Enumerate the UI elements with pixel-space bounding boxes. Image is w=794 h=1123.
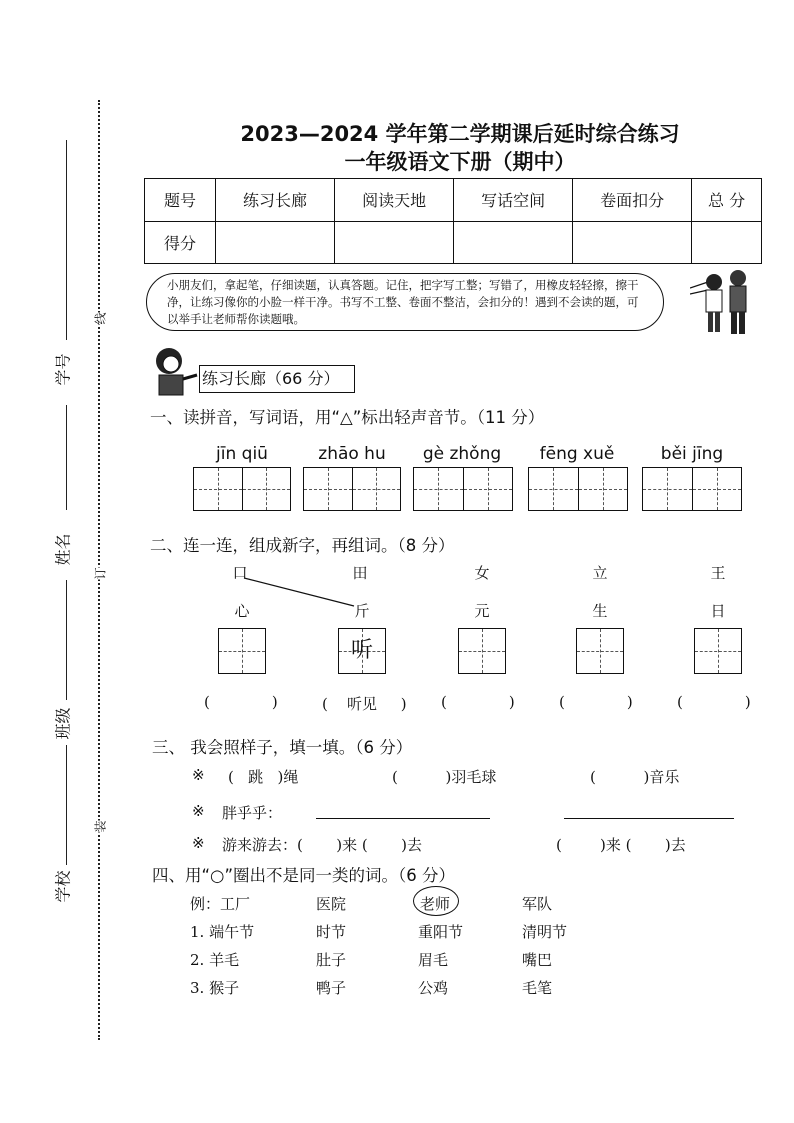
char-grid-example — [338, 628, 386, 674]
score-header-cell: 卷面扣分 — [573, 179, 692, 222]
writing-grid[interactable] — [193, 467, 291, 511]
writing-grid[interactable] — [528, 467, 628, 511]
q4-word[interactable]: 毛笔 — [522, 979, 553, 997]
pinyin-label: fēng xuě — [539, 444, 615, 464]
bottom-char: 元 — [474, 602, 490, 620]
writing-grid[interactable] — [303, 467, 401, 511]
name-line — [66, 405, 67, 510]
top-char: 王 — [710, 564, 726, 582]
q4-word[interactable]: 3. 猴子 — [190, 979, 240, 997]
answer-paren[interactable]: ( ) — [204, 693, 278, 711]
name-label: 姓名 — [53, 533, 73, 566]
exam-title-line1: 2023—2024 学年第二学期课后延时综合练习 — [240, 122, 680, 146]
q4-word[interactable]: 鸭子 — [316, 979, 347, 997]
writing-grid[interactable] — [642, 467, 742, 511]
score-cell[interactable] — [573, 221, 692, 264]
example-char: 听 — [350, 638, 373, 663]
q4-example-word: 医院 — [316, 895, 347, 913]
q3-item-music[interactable]: ( )音乐 — [590, 768, 680, 786]
cut-line-bottom-char: 装 — [93, 820, 108, 833]
top-char: 田 — [352, 564, 368, 582]
bottom-char: 生 — [592, 602, 608, 620]
q4-example-word: 老师 — [420, 895, 451, 913]
pinyin-label: gè zhǒng — [422, 444, 502, 464]
q4-word[interactable]: 公鸡 — [418, 979, 449, 997]
q4-word[interactable]: 清明节 — [522, 923, 568, 941]
q3-title: 三、 我会照样子，填一填。（6 分） — [152, 738, 413, 757]
score-row-label: 得分 — [145, 221, 216, 264]
q2-title: 二、连一连，组成新字，再组词。（8 分） — [150, 536, 455, 555]
q3-example: ( 跳 )绳 — [228, 768, 299, 786]
class-line — [66, 580, 67, 700]
example-paren: ( 听见 ) — [322, 695, 407, 713]
instructions-bubble: 小朋友们，拿起笔，仔细读题，认真答题。记住，把字写工整；写错了，用橡皮轻轻擦，擦干净，让练习像你的小脸一样干净。书写不工整、卷面不整洁，会扣分的！遇到不会读的题，可以举手让老师帮你读题哦。 — [146, 273, 664, 331]
q4-example-word: 例：工厂 — [190, 895, 251, 913]
q3-mark: ※ — [192, 802, 205, 820]
cut-line-top-char: 线 — [93, 312, 108, 325]
class-label: 班级 — [53, 707, 73, 740]
score-header-cell: 总 分 — [692, 179, 762, 222]
q4-example-word: 军队 — [522, 895, 553, 913]
writing-grid[interactable] — [413, 467, 513, 511]
cut-line-mid-char: 订 — [93, 567, 108, 580]
answer-line[interactable] — [316, 818, 490, 819]
q3-mark: ※ — [192, 834, 205, 852]
char-grid[interactable] — [218, 628, 266, 674]
pinyin-label: běi jīng — [660, 444, 724, 464]
q4-word[interactable]: 肚子 — [316, 951, 347, 969]
q4-word[interactable]: 嘴巴 — [522, 951, 553, 969]
bottom-char: 斤 — [354, 602, 370, 620]
score-table — [144, 178, 762, 264]
girl-icon — [147, 345, 199, 397]
top-char: 立 — [592, 564, 608, 582]
q4-word[interactable]: 2. 羊毛 — [190, 951, 240, 969]
bottom-char: 日 — [710, 602, 726, 620]
section-title: 练习长廊（66 分） — [199, 365, 355, 393]
q4-title: 四、用“○”圈出不是同一类的词。（6 分） — [152, 866, 455, 885]
bottom-char: 心 — [234, 602, 250, 620]
q4-word[interactable]: 时节 — [316, 923, 347, 941]
score-cell[interactable] — [216, 221, 335, 264]
q1-title: 一、读拼音，写词语，用“△”标出轻声音节。（11 分） — [150, 408, 545, 427]
q3-row3-second[interactable]: ( )来 ( )去 — [556, 836, 686, 854]
school-line — [66, 745, 67, 865]
q3-item-badminton[interactable]: ( )羽毛球 — [392, 768, 497, 786]
score-cell[interactable] — [692, 221, 762, 264]
score-header-cell: 题号 — [145, 179, 216, 222]
q3-mark: ※ — [192, 766, 205, 784]
char-grid[interactable] — [694, 628, 742, 674]
answer-line[interactable] — [564, 818, 734, 819]
score-header-cell: 写话空间 — [454, 179, 573, 222]
student-no-label: 学号 — [53, 353, 73, 386]
q4-word[interactable]: 眉毛 — [418, 951, 449, 969]
q3-row2-label: 胖乎乎： — [222, 804, 283, 822]
score-cell[interactable] — [335, 221, 454, 264]
example-word: 听见 — [346, 695, 377, 713]
match-line — [240, 576, 360, 610]
school-label: 学校 — [53, 870, 73, 903]
student-no-line — [66, 140, 67, 340]
score-header-cell: 练习长廊 — [216, 179, 335, 222]
score-header-cell: 阅读天地 — [335, 179, 454, 222]
exam-title-line2: 一年级语文下册（期中） — [344, 150, 576, 174]
char-grid[interactable] — [576, 628, 624, 674]
answer-paren[interactable]: ( ) — [441, 693, 515, 711]
top-char: 女 — [474, 564, 490, 582]
q4-word[interactable]: 1. 端午节 — [190, 923, 255, 941]
char-grid[interactable] — [458, 628, 506, 674]
top-char: 口 — [232, 564, 248, 582]
score-cell[interactable] — [454, 221, 573, 264]
q3-row3-label[interactable]: 游来游去：( )来 ( )去 — [222, 836, 422, 854]
q4-word[interactable]: 重阳节 — [418, 923, 464, 941]
pinyin-label: jīn qiū — [216, 444, 268, 464]
answer-paren[interactable]: ( ) — [559, 693, 633, 711]
answer-paren[interactable]: ( ) — [677, 693, 751, 711]
pinyin-label: zhāo hu — [318, 444, 386, 464]
children-illustration — [690, 268, 760, 340]
